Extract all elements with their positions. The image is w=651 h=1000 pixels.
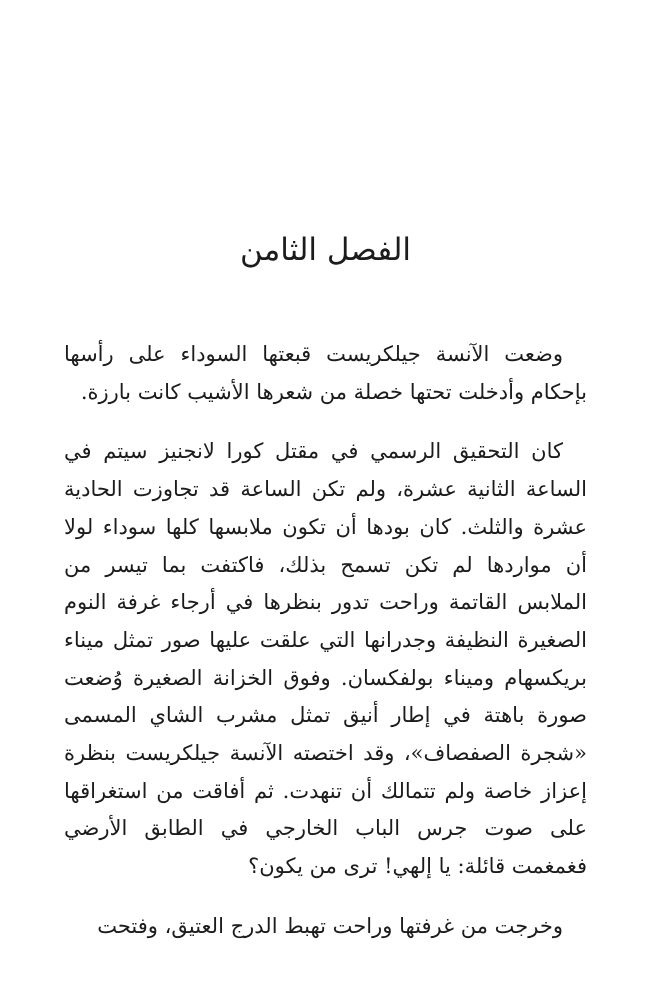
paragraph: كان التحقيق الرسمي في مقتل كورا لانجنيز سيتم في الساعة الثانية عشرة، ولم تكن الساعة قد تجاوزت الحادية عشرة والثلث. كان بودها أن تكون ملابسها كلها سوداء لولا أن مواردها لم تكن تسمح بذلك، فاكتفت بما تيسر من الملابس القاتمة وراحت تدور بنظرها في أرجاء غرفة النوم الصغيرة النظيفة وجدرانها التي علقت عليها صور تمثل ميناء بريكسهام وميناء بولفكسان. وفوق الخزانة الصغيرة وُضعت صورة باهتة في إطار أنيق تمثل مشرب الشاي المسمى «شجرة الصفصاف»، وقد اختصته الآنسة جيلكريست بنظرة إعزاز خاصة ولم تتمالك أن تنهدت. ثم أفاقت من استغراقها على صوت جرس الباب الخارجي في الطابق الأرضي فغمغمت قائلة: يا إلهي! ترى من يكون؟ — [64, 439, 587, 879]
chapter-title: الفصل الثامن — [239, 232, 411, 268]
paragraph: وضعت الآنسة جيلكريست قبعتها السوداء على رأسها بإحكام وأدخلت تحتها خصلة من شعرها الأشيب كانت بارزة. — [64, 342, 587, 404]
paragraph: وخرجت من غرفتها وراحت تهبط الدرج العتيق، وفتحت — [97, 913, 563, 938]
chapter-body — [64, 336, 587, 968]
